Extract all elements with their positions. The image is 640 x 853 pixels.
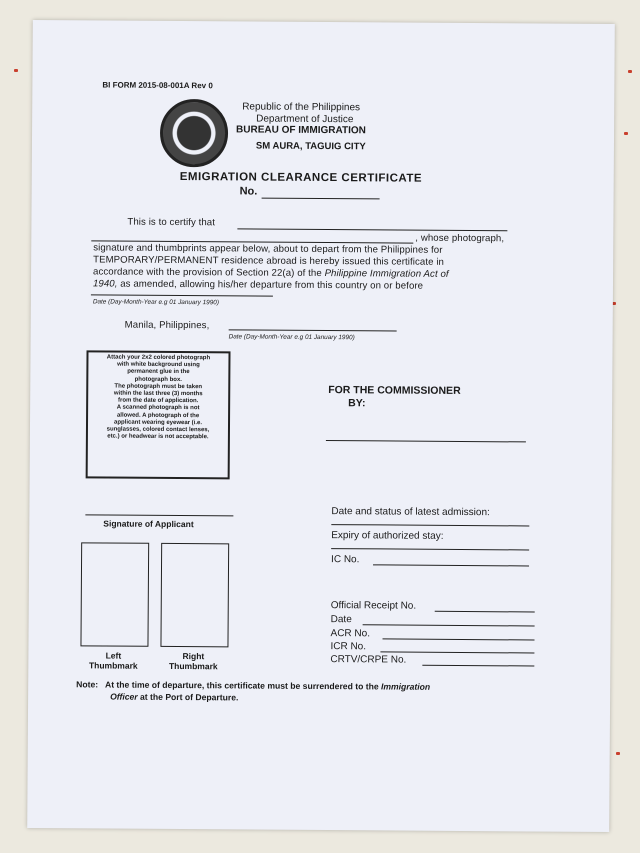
note-immigration: Immigration <box>380 681 431 692</box>
photo-instruction: allowed. A photograph of the <box>116 412 200 419</box>
left-thumbmark-label <box>80 650 146 670</box>
date-hint-2: Date (Day-Month-Year e.g 01 January 1990) <box>228 333 355 342</box>
note-text-1: At the time of departure, this certificate must be surrendered to the <box>104 679 379 692</box>
photo-instruction: sunglasses, colored contact lenses, <box>106 426 210 434</box>
body-line-6-text: as amended, allowing his/her departure from this country on or before <box>120 278 424 292</box>
ic-no-line <box>373 564 529 566</box>
left-thumbmark-box <box>80 542 149 646</box>
desk-speck <box>628 70 632 73</box>
departure-date-line <box>91 294 273 296</box>
body-line-6 <box>93 278 423 291</box>
official-receipt-label: Official Receipt No. <box>330 600 417 612</box>
photo-instruction: Attach your 2x2 colored photograph <box>106 354 211 362</box>
left-thumbmark-label-2: Thumbmark <box>88 660 138 671</box>
receipt-date-line <box>363 624 535 626</box>
note-text-2: at the Port of Departure. <box>140 691 239 703</box>
photo-box <box>86 350 231 479</box>
header-bureau: BUREAU OF IMMIGRATION <box>236 124 366 137</box>
header-republic: Republic of the Philippines <box>242 101 361 114</box>
photo-instruction: with white background using <box>117 361 200 369</box>
applicant-signature-line <box>85 514 233 516</box>
crtv-crpe-no-label: CRTV/CRPE No. <box>330 654 407 666</box>
commissioner-signature-line <box>326 440 526 442</box>
form-code: BI FORM 2015-08-001A Rev 0 <box>102 80 213 91</box>
body-line-5-text: accordance with the provision of Section 22(a) of the <box>93 266 322 280</box>
right-thumbmark-label-1: Right <box>182 651 205 662</box>
photo-instruction: from the date of application. <box>117 397 199 405</box>
icr-no-label: ICR No. <box>330 641 367 653</box>
official-receipt-line <box>435 611 535 613</box>
photo-instruction: photograph box. <box>134 376 182 383</box>
act-name: Philippine Immigration Act of <box>324 268 449 280</box>
right-thumbmark-box <box>160 543 229 647</box>
note-officer: Officer <box>110 691 138 702</box>
header-address: SM AURA, TAGUIG CITY <box>255 140 366 153</box>
desk-speck <box>616 752 620 755</box>
photo-instruction: applicant wearing eyewear (i.e. <box>113 419 203 426</box>
photo-instruction: permanent glue in the <box>127 369 190 376</box>
place-label: Manila, Philippines, <box>124 319 210 332</box>
certificate-number-line <box>262 198 380 200</box>
desk-speck <box>14 69 18 72</box>
icr-no-line <box>380 651 534 653</box>
name-line-1 <box>237 228 507 231</box>
expiry-line <box>331 548 529 550</box>
body-line-3: signature and thumbprints appear below, about to depart from the Philippines for <box>93 242 443 256</box>
photo-instruction: A scanned photograph is not <box>116 404 200 412</box>
expiry-label: Expiry of authorized stay: <box>331 530 444 542</box>
date-hint-1: Date (Day-Month-Year e.g 01 January 1990) <box>92 298 219 307</box>
departure-note <box>76 678 430 704</box>
ic-no-label: IC No. <box>331 554 360 566</box>
note-label: Note: <box>76 679 99 690</box>
certificate-number-label: No. <box>239 185 258 198</box>
certify-intro: This is to certify that <box>127 216 216 229</box>
right-thumbmark-label-2: Thumbmark <box>168 660 218 672</box>
header-department: Department of Justice <box>256 113 354 126</box>
right-thumbmark-label <box>160 651 226 671</box>
body-line-4: TEMPORARY/PERMANENT residence abroad is hereby issued this certificate in <box>93 254 445 268</box>
certificate-title: EMIGRATION CLEARANCE CERTIFICATE <box>179 171 423 185</box>
note-line-2 <box>76 690 430 704</box>
photo-clause: , whose photograph, <box>415 232 505 245</box>
commissioner-label: FOR THE COMMISSIONER <box>328 384 461 397</box>
act-year: 1940, <box>92 278 118 290</box>
left-thumbmark-label-1: Left <box>105 650 122 661</box>
crtv-crpe-no-line <box>422 665 534 667</box>
admission-date-status-label: Date and status of latest admission: <box>331 506 490 519</box>
admission-date-status-line <box>331 524 529 526</box>
applicant-signature-label: Signature of Applicant <box>103 518 194 530</box>
issue-date-line <box>229 329 397 331</box>
photo-instruction: The photograph must be taken <box>114 383 203 390</box>
photo-instruction: within the last three (3) months <box>113 390 203 398</box>
acr-no-line <box>383 638 535 640</box>
photo-instruction: etc.) or headwear is not acceptable. <box>107 433 209 441</box>
receipt-date-label: Date <box>330 614 352 626</box>
certificate-paper <box>27 20 615 832</box>
bureau-seal <box>160 99 228 167</box>
commissioner-by: BY: <box>348 397 366 410</box>
acr-no-label: ACR No. <box>330 628 371 640</box>
desk-speck <box>624 132 628 135</box>
